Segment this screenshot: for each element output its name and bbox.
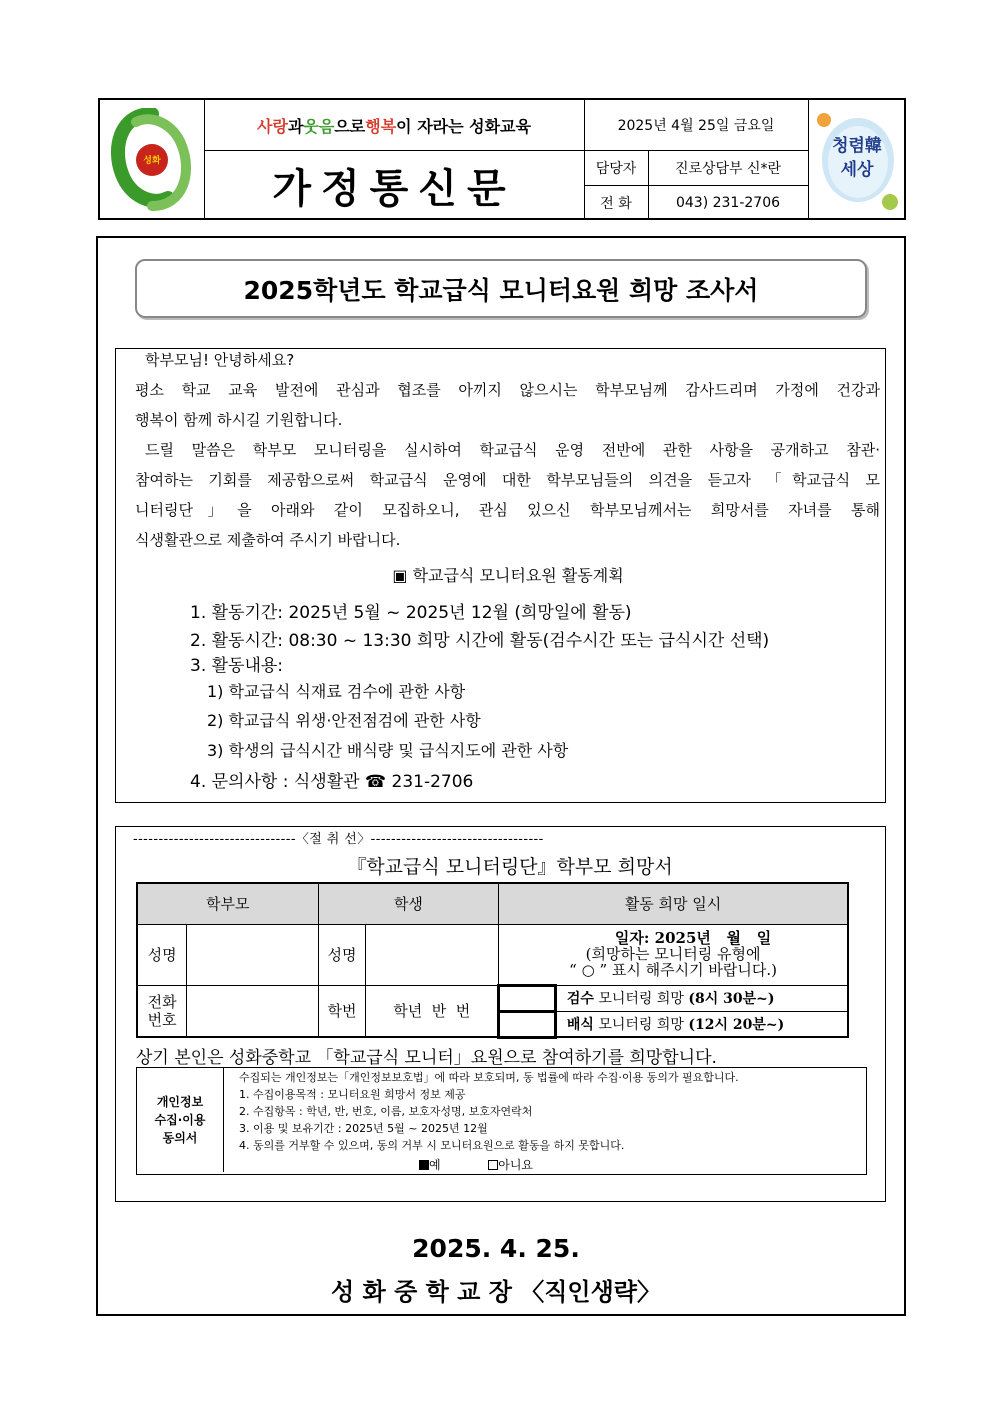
option-inspection: 검수	[566, 991, 594, 1007]
letter-line: 평소 학교 교육 발전에 관심과 협조를 아끼지 않으시는 학부모님께 감사드리며 가정에 건강과	[135, 381, 880, 399]
consent-label: 개인정보	[156, 1095, 204, 1109]
date-line[interactable]: 일자: 2025년 월 일	[614, 929, 772, 947]
slogan-part: 과	[287, 116, 304, 136]
serving-check-box[interactable]	[499, 1011, 556, 1037]
parent-name-field[interactable]	[187, 924, 318, 985]
plan-item: 4. 문의사항 : 식생활관 ☎ 231-2706	[190, 772, 474, 792]
consent-item: 1. 수집이용목적 : 모니터요원 희망서 정보 제공	[239, 1088, 466, 1101]
plan-item: 3. 활동내용:	[190, 656, 284, 676]
col-header-student: 학생	[318, 883, 499, 924]
applicant-statement: 상기 본인은 성화중학교 「학교급식 모니터」요원으로 참여하기를 희망합니다.	[136, 1048, 717, 1068]
plan-subitem: 3) 학생의 급식시간 배식량 및 급식지도에 관한 사항	[207, 741, 569, 760]
plan-subitem: 2) 학교급식 위생·안전점검에 관한 사항	[207, 711, 481, 730]
slogan-part: 으로	[334, 116, 366, 136]
principal-signature: 성 화 중 학 교 장 〈직인생략〉	[331, 1278, 661, 1306]
student-name-field[interactable]	[366, 924, 499, 985]
phone-value: 043) 231-2706	[675, 194, 781, 211]
consent-item: 2. 수집항목 : 학년, 반, 번호, 이름, 보호자성명, 보호자연락처	[239, 1105, 533, 1118]
consent-yes-checkbox[interactable]	[419, 1160, 429, 1170]
integrity-logo	[812, 106, 902, 214]
consent-item: 4. 동의를 거부할 수 있으며, 동의 거부 시 모니터요원으로 활동을 하지 못합니다.	[239, 1139, 625, 1152]
consent-no-label: 아니요	[498, 1158, 534, 1172]
option-text: 모니터링 희망	[593, 1016, 689, 1033]
plan-subitem: 1) 학교급식 식재료 검수에 관한 사항	[207, 682, 466, 701]
consent-box	[136, 1067, 867, 1175]
integrity-logo-text: 청렴韓 세상	[832, 136, 882, 180]
consent-intro: 수집되는 개인정보는「개인정보보호법」에 따라 보호되며, 동 법률에 따라 수집·이용 동의가 필요합니다.	[239, 1071, 739, 1084]
option-text: 모니터링 희망	[593, 991, 689, 1007]
type-hint: (희망하는 모니터링 유형에	[585, 945, 761, 963]
consent-yes-label: 예	[429, 1158, 441, 1172]
manager-value: 진로상담부 신*란	[674, 160, 782, 177]
slogan-part: 이 자라는 성화교육	[396, 116, 531, 136]
letter-line: 드릴 말씀은 학부모 모니터링을 실시하여 학교급식 운영 전반에 관한 사항을 공개하고 참관·	[145, 441, 880, 459]
issue-date: 2025년 4월 25일 금요일	[617, 118, 775, 134]
plan-item: 1. 활동기간: 2025년 5월 ~ 2025년 12월 (희망일에 활동)	[190, 603, 632, 623]
parent-name-label: 성명	[137, 924, 187, 985]
type-hint: “ ○ ” 표시 해주시기 바랍니다.)	[569, 961, 777, 979]
plan-item: 2. 활동시간: 08:30 ~ 13:30 희망 시간에 활동(검수시간 또는 급식시간 선택)	[190, 631, 770, 651]
slogan-part: 행복	[365, 116, 397, 136]
issue-date-footer: 2025. 4. 25.	[412, 1234, 580, 1263]
letter-line: 니터링단」을 아래와 같이 모집하오니, 관심 있으신 학부모님께서는 희망서를 자녀를 통해	[135, 501, 880, 519]
option-time: (12시 20분~)	[688, 1016, 785, 1033]
plan-heading: ▣ 학교급식 모니터요원 활동계획	[392, 566, 624, 585]
option-serving: 배식	[566, 1016, 594, 1033]
school-logo-text: 성화	[143, 156, 161, 166]
school-slogan	[204, 100, 584, 150]
consent-item: 3. 이용 및 보유기간 : 2025년 5월 ~ 2025년 12월	[239, 1122, 488, 1135]
student-no-field[interactable]: 학년 반 번	[366, 985, 499, 1037]
manager-label: 담당자	[595, 160, 637, 177]
greeting: 학부모님! 안녕하세요?	[145, 351, 295, 369]
letter-line: 행복이 함께 하시길 기원합니다.	[135, 411, 343, 429]
col-header-parent: 학부모	[137, 883, 318, 924]
application-table	[136, 882, 849, 1039]
student-name-label: 성명	[318, 924, 366, 985]
phone-label: 전 화	[600, 195, 632, 212]
divider	[808, 100, 809, 218]
consent-label: 수집·이용	[154, 1113, 206, 1127]
form-title: 『학교급식 모니터링단』학부모 희망서	[347, 856, 673, 878]
header-box	[98, 98, 906, 220]
parent-phone-field[interactable]	[187, 985, 318, 1037]
phone-label: 번호	[147, 1010, 177, 1029]
col-header-date: 활동 희망 일시	[499, 883, 848, 924]
slogan-part: 사랑	[257, 116, 288, 136]
letter-line: 참여하는 기회를 제공함으로써 학교급식 운영에 대한 학부모님들의 의견을 듣고자 「학교급식 모	[135, 471, 880, 489]
school-logo	[108, 108, 196, 212]
letter-line: 식생활관으로 제출하여 주시기 바랍니다.	[135, 531, 401, 549]
inspection-check-box[interactable]	[499, 985, 556, 1011]
student-no-label: 학번	[318, 985, 366, 1037]
cut-line: --------------------------------〈절 취 선〉----------------------------------	[133, 832, 544, 847]
option-time: (8시 30분~)	[688, 991, 775, 1007]
consent-label: 동의서	[162, 1131, 198, 1145]
page-title: 가정통신문	[272, 165, 516, 212]
phone-label: 전화	[147, 992, 177, 1011]
consent-no-checkbox[interactable]	[488, 1160, 498, 1170]
document-title: 2025학년도 학교급식 모니터요원 희망 조사서	[135, 259, 867, 318]
slogan-part: 웃음	[303, 116, 335, 136]
